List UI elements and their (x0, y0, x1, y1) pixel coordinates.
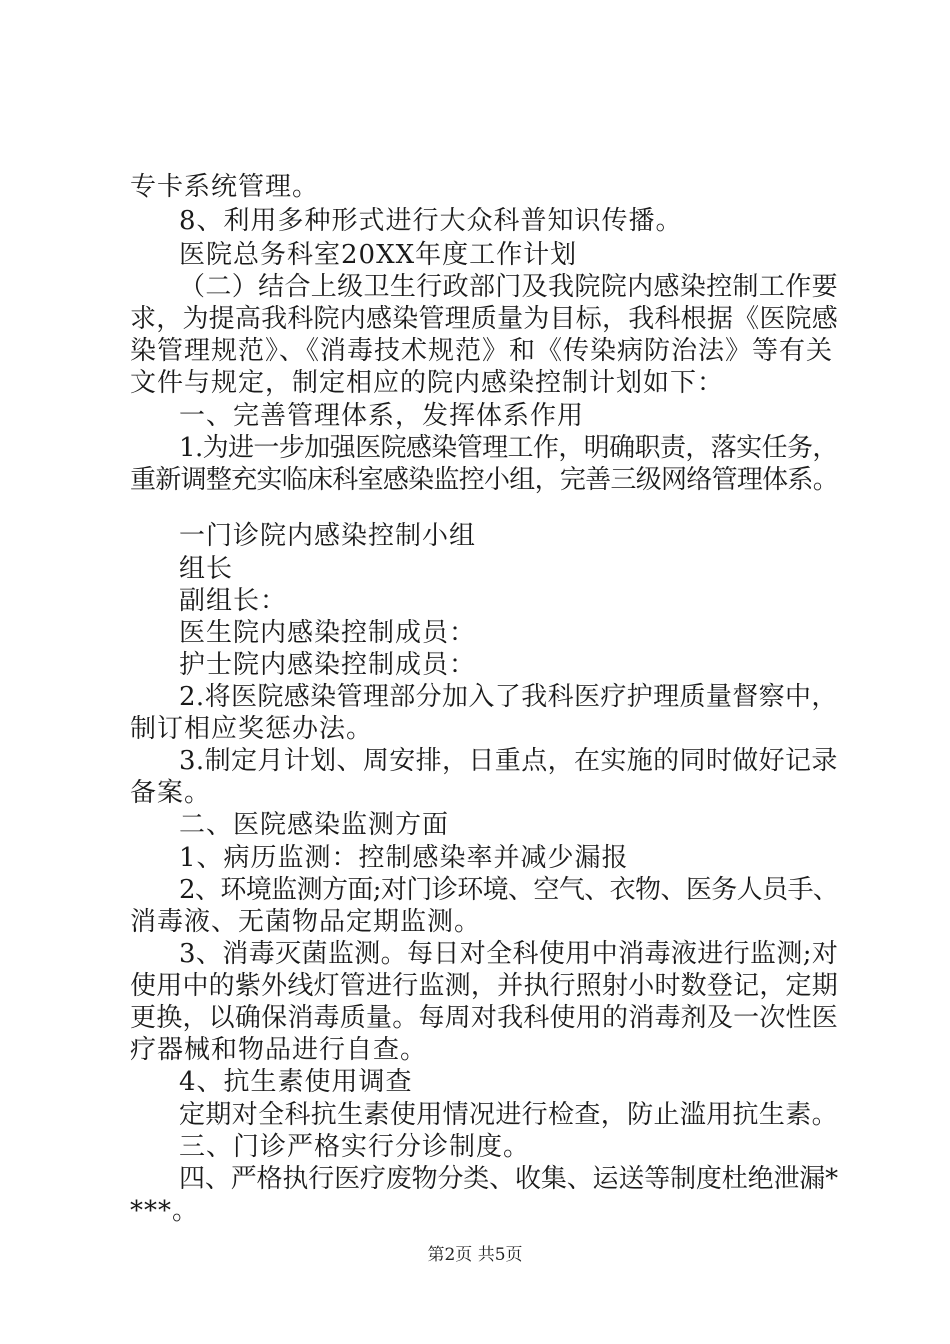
text-line: 2、环境监测方面;对门诊环境、空气、衣物、医务人员手、 (179, 875, 839, 905)
text-line: 制订相应奖惩办法。 (130, 714, 374, 744)
text-line: 2.将医院感染管理部分加入了我科医疗护理质量督察中， (179, 682, 838, 712)
text-line: 消毒液、无菌物品定期监测。 (130, 907, 482, 937)
text-line: 定期对全科抗生素使用情况进行检查，防止滥用抗生素。 (179, 1100, 839, 1130)
text-line: 疗器械和物品进行自查。 (130, 1035, 428, 1065)
text-line: 副组长： (179, 586, 288, 616)
text-line: 3、消毒灭菌监测。每日对全科使用中消毒液进行监测;对 (179, 939, 839, 969)
text-line: 医生院内感染控制成员： (179, 618, 477, 648)
section-heading: 四、严格执行医疗废物分类、收集、运送等制度杜绝泄漏* (179, 1164, 839, 1194)
text-line: 1、病历监测：控制感染率并减少漏报 (179, 843, 629, 873)
text-line: 文件与规定，制定相应的院内感染控制计划如下： (130, 368, 725, 398)
text-line: 更换，以确保消毒质量。每周对我科使用的消毒剂及一次性医 (130, 1003, 839, 1033)
text-line: 8、利用多种形式进行大众科普知识传播。 (179, 206, 683, 236)
text-line: 重新调整充实临床科室感染监控小组，完善三级网络管理体系。 (130, 465, 839, 495)
text-line: 护士院内感染控制成员： (179, 650, 477, 680)
text-line: 备案。 (130, 778, 212, 808)
text-line: 使用中的紫外线灯管进行监测，并执行照射小时数登记，定期 (130, 971, 839, 1001)
section-heading: 三、门诊严格实行分诊制度。 (179, 1132, 531, 1162)
text-line: 染管理规范》、《消毒技术规范》和《传染病防治法》等有关 (130, 336, 834, 366)
text-line: 组长 (179, 554, 234, 584)
text-line: 专卡系统管理。 (130, 172, 320, 202)
text-line: （二）结合上级卫生行政部门及我院院内感染控制工作要 (179, 272, 839, 302)
section-heading: 二、医院感染监测方面 (179, 810, 450, 840)
text-line: ***。 (130, 1196, 200, 1226)
text-line: 求，为提高我科院内感染管理质量为目标，我科根据《医院感 (130, 304, 839, 334)
page-number: 第2页 共5页 (427, 1245, 523, 1265)
section-heading: 一、完善管理体系，发挥体系作用 (179, 401, 585, 431)
text-line: 一门诊院内感染控制小组 (179, 521, 477, 551)
text-line: 4、抗生素使用调查 (179, 1067, 413, 1097)
text-line: 1.为进一步加强医院感染管理工作，明确职责，落实任务， (179, 433, 838, 463)
text-line: 3.制定月计划、周安排，日重点，在实施的同时做好记录 (179, 746, 838, 776)
document-heading: 医院总务科室20XX年度工作计划 (179, 240, 578, 270)
